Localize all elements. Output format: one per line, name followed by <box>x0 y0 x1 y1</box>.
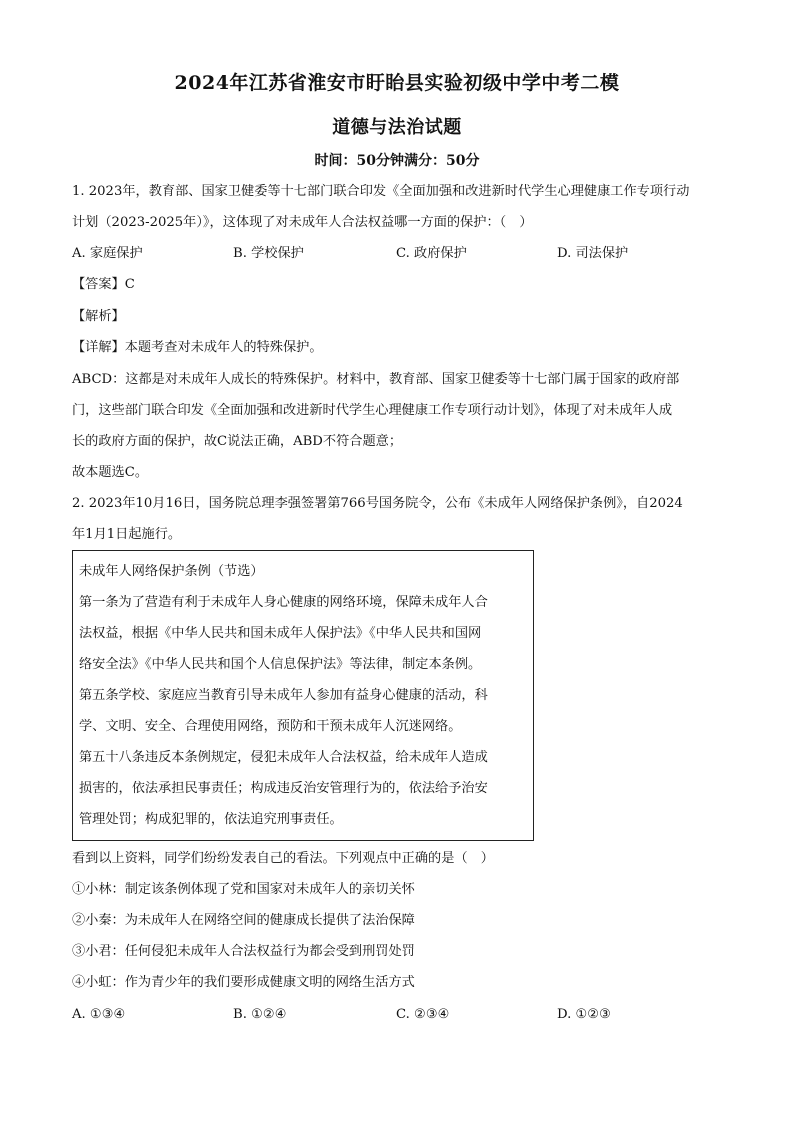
q2-view-1: ①小林：制定该条例体现了党和国家对未成年人的亲切关怀 <box>72 882 415 897</box>
q2-option-b: B. ①②④ <box>233 1007 287 1022</box>
excerpt-line: 第五条学校、家庭应当教育引导未成年人参加有益身心健康的活动，科 <box>79 688 488 703</box>
q2-view-2: ②小秦：为未成年人在网络空间的健康成长提供了法治保障 <box>72 913 415 928</box>
q2-option-a: A. ①③④ <box>72 1007 126 1022</box>
q1-explain-line: 故本题选C。 <box>72 465 149 480</box>
excerpt-line: 第一条为了营造有利于未成年人身心健康的网络环境，保障未成年人合 <box>79 595 488 610</box>
excerpt-line: 络安全法》《中华人民共和国个人信息保护法》等法律，制定本条例。 <box>79 657 482 672</box>
q2-view-4: ④小虹：作为青少年的我们要形成健康文明的网络生活方式 <box>72 975 415 990</box>
q2-stem-line: 2. 2023年10月16日，国务院总理李强签署第766号国务院令，公布《未成年人网络保护条例》，自2024 <box>72 496 683 511</box>
q1-option-c: C. 政府保护 <box>396 246 467 261</box>
exam-subject: 道德与法治试题 <box>332 117 462 138</box>
q1-stem-line: 1. 2023年，教育部、国家卫健委等十七部门联合印发《全面加强和改进新时代学生心理健康工作专项行动 <box>72 184 690 199</box>
q2-prompt: 看到以上资料，同学们纷纷发表自己的看法。下列观点中正确的是（ ） <box>72 851 494 866</box>
q2-view-3: ③小君：任何侵犯未成年人合法权益行为都会受到刑罚处罚 <box>72 944 415 959</box>
q1-stem-line: 计划（2023-2025年）》，这体现了对未成年人合法权益哪一方面的保护：（ ） <box>72 215 533 230</box>
excerpt-line: 法权益，根据《中华人民共和国未成年人保护法》《中华人民共和国网 <box>79 626 482 641</box>
excerpt-line: 损害的，依法承担民事责任；构成违反治安管理行为的，依法给予治安 <box>79 781 488 796</box>
q2-option-d: D. ①②③ <box>557 1007 611 1022</box>
excerpt-line: 学、文明、安全、合理使用网络，预防和干预未成年人沉迷网络。 <box>79 719 462 734</box>
q2-option-c: C. ②③④ <box>396 1007 450 1022</box>
q1-option-b: B. 学校保护 <box>233 246 304 261</box>
excerpt-line: 管理处罚；构成犯罪的，依法追究刑事责任。 <box>79 812 343 827</box>
q1-option-a: A. 家庭保护 <box>72 246 143 261</box>
excerpt-line: 第五十八条违反本条例规定，侵犯未成年人合法权益，给未成年人造成 <box>79 750 488 765</box>
q1-explain-line: ABCD：这都是对未成年人成长的特殊保护。材料中，教育部、国家卫健委等十七部门属于国家的政府部 <box>72 372 680 387</box>
excerpt-line: 未成年人网络保护条例（节选） <box>79 564 264 579</box>
regulation-excerpt-box <box>72 550 534 841</box>
q1-explain-line: 门，这些部门联合印发《全面加强和改进新时代学生心理健康工作专项行动计划》，体现了对未成年人成 <box>72 403 673 418</box>
q1-analysis-label: 【解析】 <box>72 309 125 324</box>
q2-stem-line: 年1月1日起施行。 <box>72 527 182 542</box>
exam-title: 2024年江苏省淮安市盱眙县实验初级中学中考二模 <box>174 72 620 94</box>
q1-answer: 【答案】C <box>72 277 135 292</box>
q1-option-d: D. 司法保护 <box>557 246 629 261</box>
q1-detail: 【详解】本题考查对未成年人的特殊保护。 <box>72 340 323 355</box>
q1-explain-line: 长的政府方面的保护，故C说法正确，ABD不符合题意； <box>72 434 403 449</box>
exam-meta: 时间：50分钟满分：50分 <box>314 153 480 169</box>
